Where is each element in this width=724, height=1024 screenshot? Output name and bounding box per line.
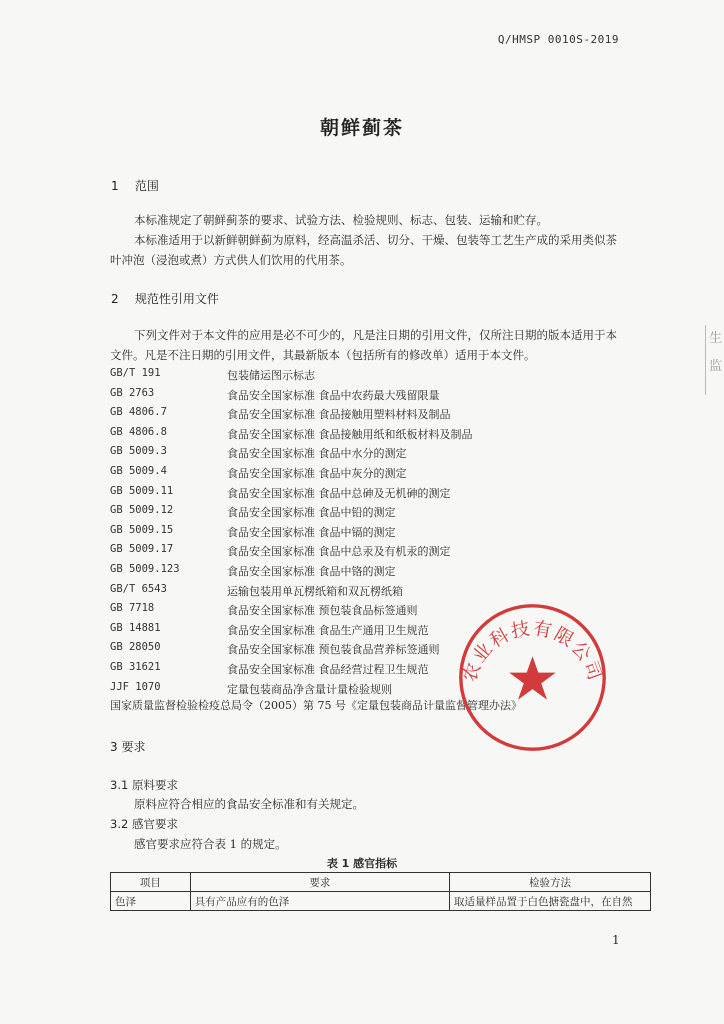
page-number: 1 xyxy=(612,933,620,947)
table-title: 表 1 感官指标 xyxy=(326,857,398,870)
section-3-2-text: 感官要求应符合表 1 的规定。 xyxy=(134,837,287,851)
section-2-intro xyxy=(110,325,620,365)
reference-code: JJF 1070 xyxy=(110,680,161,693)
reference-code: GB 7718 xyxy=(110,602,155,615)
header-code: Q/HMSP 0010S-2019 xyxy=(497,33,619,46)
reference-code: GB 5009.17 xyxy=(110,543,174,556)
reference-title: 食品安全国家标准 食品中镉的测定 xyxy=(227,525,396,539)
reference-title: 食品安全国家标准 食品中农药最大残留限量 xyxy=(227,388,440,402)
table-row xyxy=(111,892,651,911)
reference-code: GB 28050 xyxy=(110,641,161,654)
reference-row xyxy=(110,367,630,387)
table-header-item: 项目 xyxy=(111,873,191,892)
reference-code: GB 5009.15 xyxy=(110,523,174,536)
table-cell: 具有产品应有的色泽 xyxy=(190,892,449,911)
reference-title: 包装储运图示标志 xyxy=(227,369,315,382)
reference-code: GB 5009.123 xyxy=(110,562,180,575)
edge-mark: 监 xyxy=(709,359,723,374)
reference-code: GB/T 191 xyxy=(110,367,161,379)
reference-title: 定量包装商品净含量计量检验规则 xyxy=(227,682,392,696)
reference-code: GB 2763 xyxy=(110,386,155,399)
table-header-row xyxy=(111,873,651,892)
reference-row xyxy=(110,426,630,446)
reference-title: 食品安全国家标准 预包装食品标签通则 xyxy=(227,604,418,618)
reference-title: 食品安全国家标准 食品生产通用卫生规范 xyxy=(227,623,429,637)
reference-code: GB 4806.7 xyxy=(110,406,167,419)
reference-code: GB 5009.4 xyxy=(110,464,167,477)
company-seal-stamp xyxy=(455,600,610,755)
reference-title: 食品安全国家标准 食品接触用纸和纸板材料及制品 xyxy=(227,427,473,441)
edge-mark: 生 xyxy=(709,331,723,346)
section-1-heading xyxy=(111,177,159,194)
reference-row xyxy=(110,387,630,407)
section-2-number: 2 xyxy=(111,292,119,306)
section-1-number: 1 xyxy=(111,179,119,193)
section-2-title: 规范性引用文件 xyxy=(134,292,219,306)
reference-title: 食品安全国家标准 食品接触用塑料材料及制品 xyxy=(227,408,451,422)
reference-row xyxy=(110,504,630,524)
reference-title: 食品安全国家标准 食品中铅的测定 xyxy=(227,506,396,520)
section-1-title: 范围 xyxy=(134,179,159,193)
reference-title: 食品安全国家标准 食品中铬的测定 xyxy=(227,564,396,578)
reference-row xyxy=(110,563,630,583)
reference-title: 食品安全国家标准 食品中水分的测定 xyxy=(227,447,407,461)
reference-row xyxy=(110,406,630,426)
reference-code: GB/T 6543 xyxy=(110,582,167,595)
reference-row xyxy=(110,465,630,485)
table-header-requirement: 要求 xyxy=(190,873,449,892)
section-3-2-heading: 3.2 感官要求 xyxy=(110,817,178,831)
section-3-1-text: 原料应符合相应的食品安全标准和有关规定。 xyxy=(134,797,364,811)
reference-code: GB 5009.12 xyxy=(110,504,174,517)
decree-reference: 国家质量监督检验检疫总局令（2005）第 75 号《定量包装商品计量监督管理办法》 xyxy=(110,699,522,712)
reference-code: GB 4806.8 xyxy=(110,425,167,438)
table-cell: 色泽 xyxy=(111,892,191,911)
adjacent-page-edge xyxy=(705,325,724,395)
reference-title: 运输包装用单瓦楞纸箱和双瓦楞纸箱 xyxy=(227,584,403,598)
reference-row xyxy=(110,524,630,544)
page-title: 朝鲜蓟茶 xyxy=(319,117,404,139)
section-3-1-heading: 3.1 原料要求 xyxy=(110,778,178,792)
reference-code: GB 31621 xyxy=(110,660,161,673)
reference-title: 食品安全国家标准 食品经营过程卫生规范 xyxy=(227,662,429,676)
table-cell: 取适量样品置于白色搪瓷盘中，在自然 xyxy=(450,892,651,911)
scope-paragraph-2: 本标准适用于以新鲜朝鲜蓟为原料，经高温杀活、切分、干燥、包装等工艺生产成的采用类似茶叶冲泡（浸泡或煮）方式供人们饮用的代用茶。 xyxy=(110,233,617,267)
reference-title: 食品安全国家标准 食品中总汞及有机汞的测定 xyxy=(227,545,451,559)
reference-code: GB 5009.3 xyxy=(110,445,167,458)
table-header-method: 检验方法 xyxy=(450,873,651,892)
reference-title: 食品安全国家标准 食品中总砷及无机砷的测定 xyxy=(227,486,451,500)
reference-title: 食品安全国家标准 预包装食品营养标签通则 xyxy=(227,643,440,657)
sensory-table xyxy=(110,872,651,911)
reference-code: GB 14881 xyxy=(110,621,161,634)
reference-title: 食品安全国家标准 食品中灰分的测定 xyxy=(227,466,407,480)
section-3-heading: 3 要求 xyxy=(110,740,146,754)
seal-star-icon xyxy=(509,656,556,700)
seal-text: 农业科技有限公司 xyxy=(459,618,606,685)
scope-paragraph-1: 本标准规定了朝鲜蓟茶的要求、试验方法、检验规则、标志、包装、运输和贮存。 xyxy=(134,213,548,227)
section-2-heading xyxy=(111,290,219,307)
reference-row xyxy=(110,445,630,465)
section-1-body xyxy=(110,210,620,270)
reference-row xyxy=(110,543,630,563)
references-intro: 下列文件对于本文件的应用是必不可少的，凡是注日期的引用文件，仅所注日期的版本适用于本文件。凡是不注日期的引用文件，其最新版本（包括所有的修改单）适用于本文件。 xyxy=(110,328,617,362)
reference-row xyxy=(110,485,630,505)
reference-code: GB 5009.11 xyxy=(110,484,174,497)
